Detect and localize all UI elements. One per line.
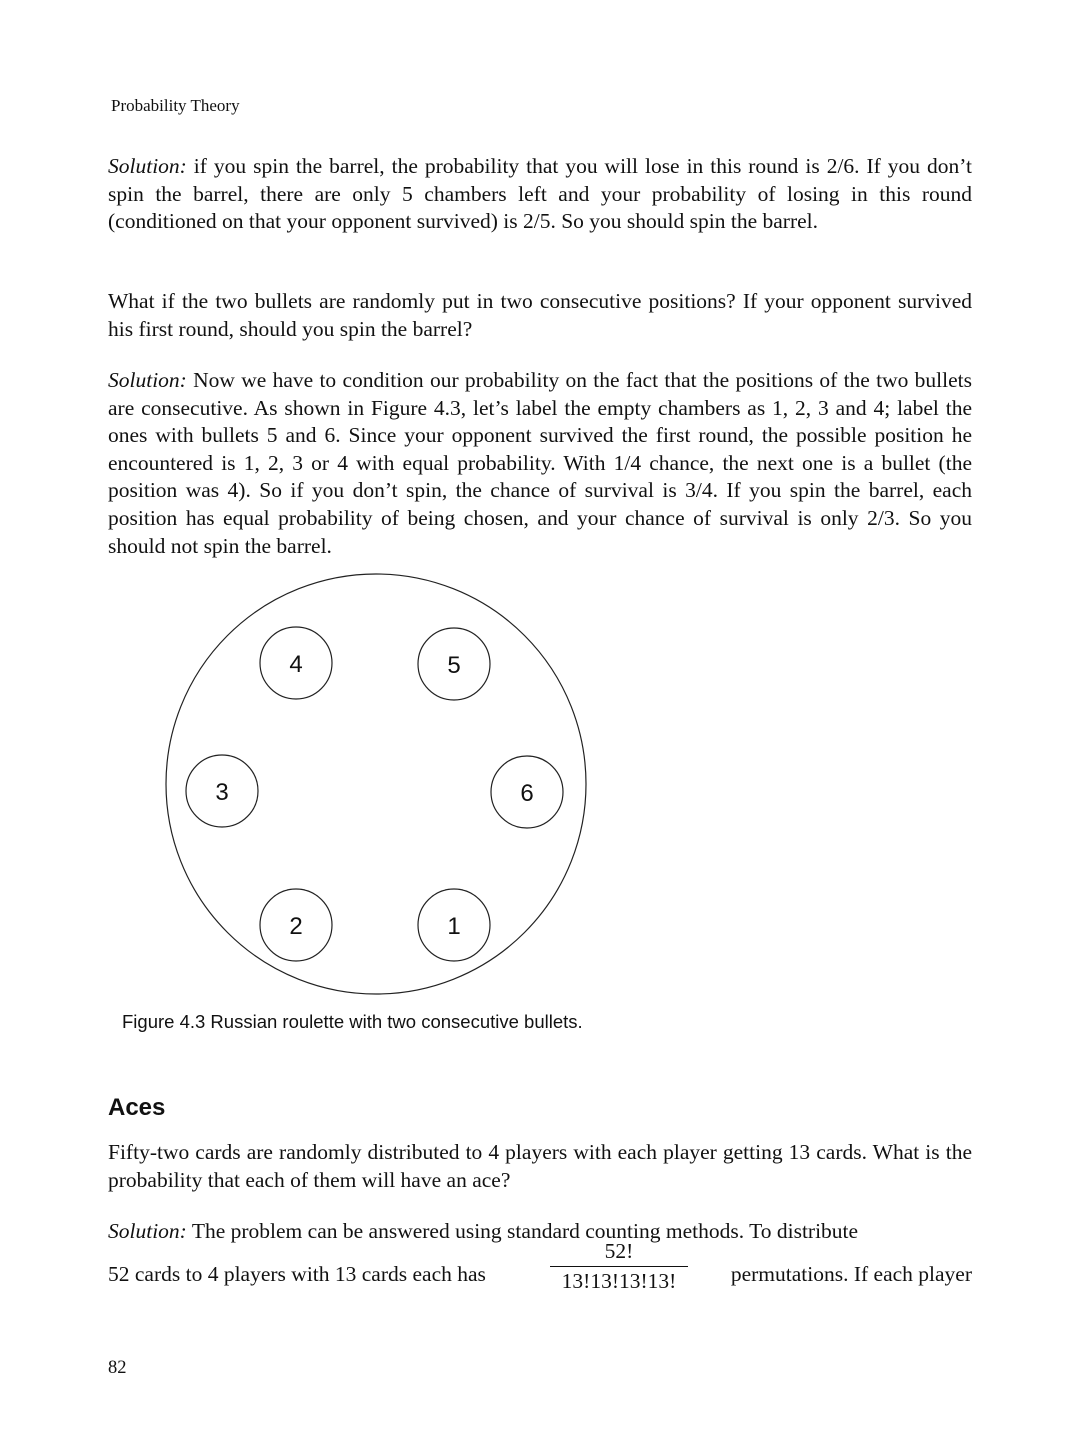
chamber-label: 2 (289, 913, 303, 940)
chamber-label: 3 (215, 779, 229, 806)
chamber-3 (186, 755, 258, 827)
section-heading: Aces (108, 1094, 166, 1121)
fraction-numerator: 52! (604, 1239, 634, 1263)
paragraph-text: Fifty-two cards are randomly distributed to 4 players with each player getting 13 cards. What is the probability that each of them will have an ace? (108, 1140, 972, 1192)
paragraph-solution-2 (108, 367, 972, 560)
figure-caption: Figure 4.3 Russian roulette with two consecutive bullets. (122, 1011, 583, 1032)
chamber-2 (260, 889, 332, 961)
chamber-1 (418, 889, 490, 961)
formula-text-after: permutations. If each player (730, 1262, 972, 1286)
formula-text-before: 52 cards to 4 players with 13 cards each has (108, 1262, 486, 1286)
page-number: 82 (108, 1358, 127, 1378)
chamber-label: 5 (447, 652, 461, 679)
chamber-label: 1 (447, 913, 461, 940)
formula-line (108, 1238, 972, 1298)
paragraph-solution-1 (108, 153, 972, 236)
fraction (550, 1238, 688, 1293)
solution-label: Solution: (108, 1219, 187, 1243)
paragraph-text: What if the two bullets are randomly put in two consecutive positions? If your opponent survived his first round, should you spin the barrel? (108, 289, 972, 341)
paragraph-text: if you spin the barrel, the probability that you will lose in this round is 2/6. If you don’t spin the barrel, there are only 5 chambers left and your probability of losing in this round (conditioned on that your opponent survived) is 2/5. So you should spin the barrel. (108, 154, 972, 234)
chamber-label: 6 (520, 780, 534, 807)
running-head: Probability Theory (111, 96, 240, 115)
solution-label: Solution: (108, 154, 187, 178)
chamber-4 (260, 627, 332, 699)
fraction-denominator: 13!13!13!13! (561, 1269, 677, 1293)
paragraph-question (108, 288, 972, 343)
paragraph-text: The problem can be answered using standard counting methods. To distribute (186, 1219, 859, 1243)
solution-label: Solution: (108, 368, 187, 392)
cylinder-diagram (150, 570, 600, 1010)
paragraph-aces-question (108, 1139, 972, 1194)
paragraph-text: Now we have to condition our probability on the fact that the positions of the two bullets are consecutive. As shown in Figure 4.3, let’s label the empty chambers as 1, 2, 3 and 4; label the ones with bullets 5 and 6. Since your opponent survived the first round, the possible position he encountered is 1, 2, 3 or 4 with equal probability. With 1/4 chance, the next one is a bullet (the position was 4). So if you don’t spin, the chance of survival is 3/4. If you spin the barrel, each position has equal probability of being chosen, and your chance of survival is only 2/3. So you should not spin the barrel. (108, 368, 972, 558)
chamber-5 (418, 628, 490, 700)
revolver-cylinder-figure (150, 570, 600, 1010)
chamber-label: 4 (289, 651, 303, 678)
chamber-6 (491, 756, 563, 828)
fraction-bar (550, 1266, 688, 1267)
